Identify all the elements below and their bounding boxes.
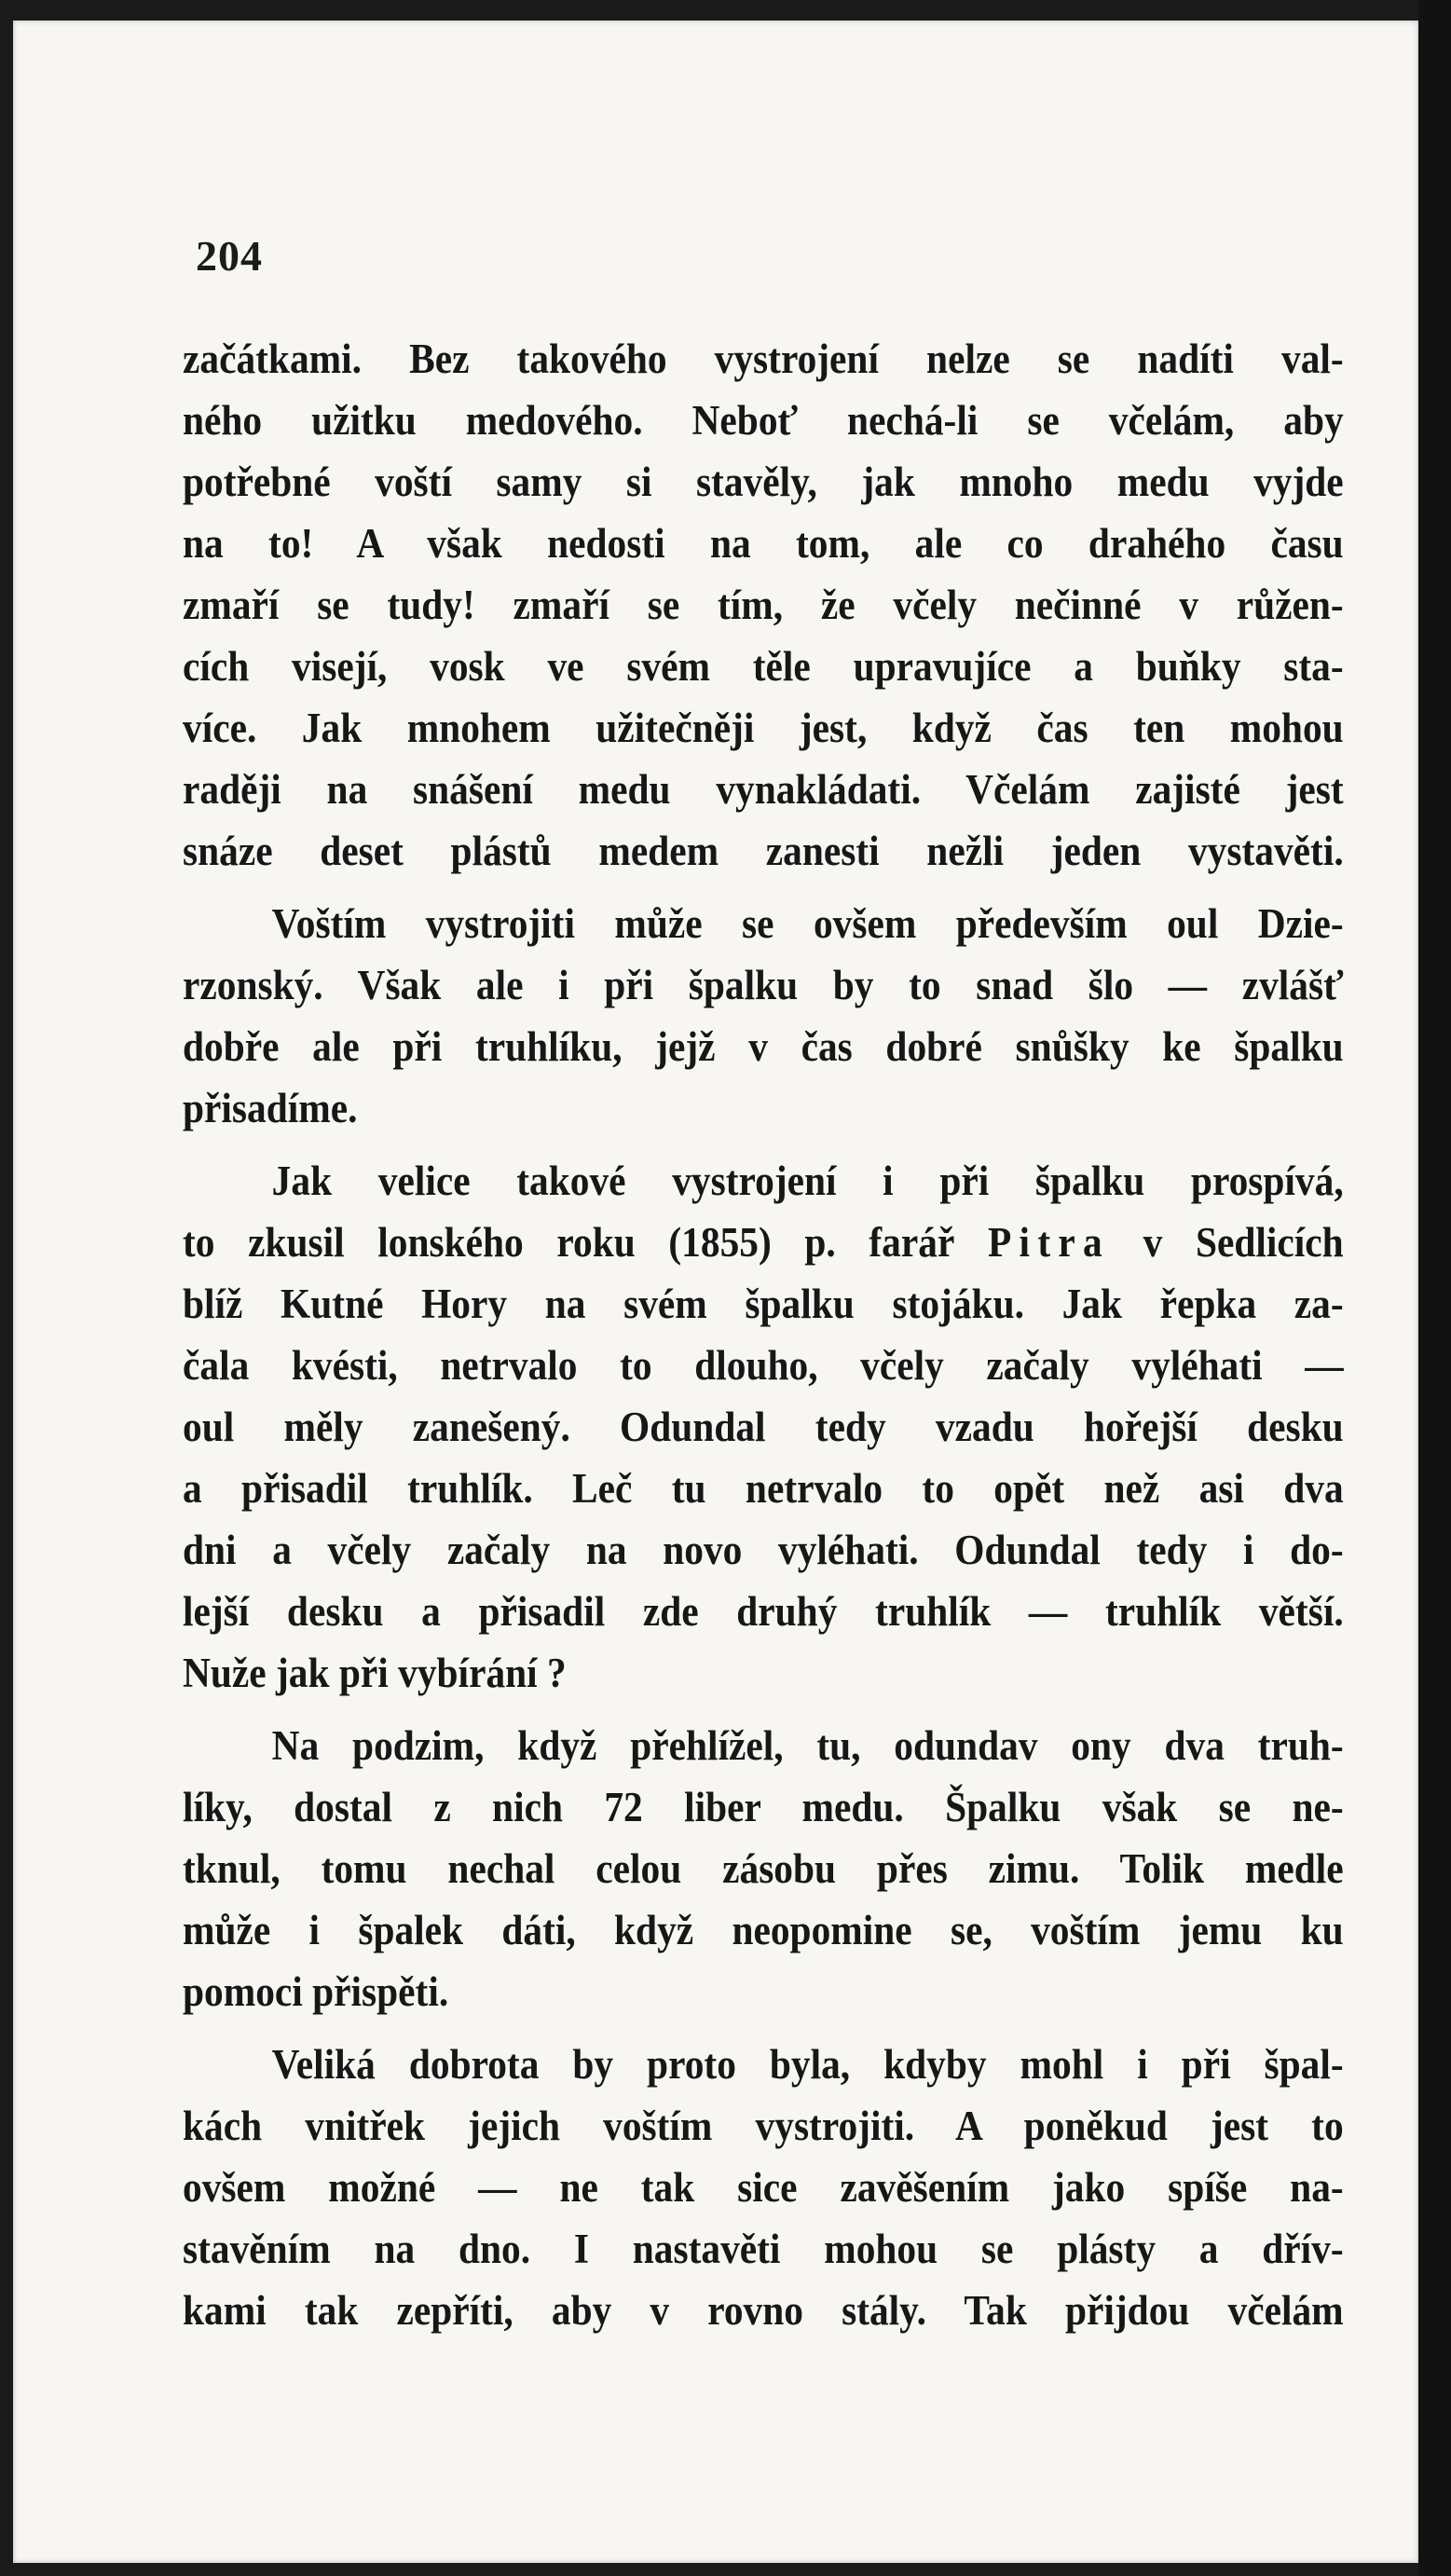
text-line: tknul, tomu nechal celou zásobu přes zimu. Tolik medle bbox=[183, 1845, 1344, 1892]
person-name: Pitra bbox=[987, 1219, 1111, 1266]
text-line: více. Jak mnohem užitečněji jest, když čas ten mohou bbox=[183, 705, 1344, 751]
text-line: a přisadil truhlík. Leč tu netrvalo to opět než asi dva bbox=[183, 1465, 1344, 1512]
text-line: čala kvésti, netrvalo to dlouho, včely začaly vyléhati — bbox=[183, 1342, 1344, 1389]
body-text bbox=[183, 328, 1344, 2352]
text-line: potřebné voští samy si stavěly, jak mnoho medu vyjde bbox=[183, 459, 1344, 505]
text-line: začátkami. Bez takového vystrojení nelze se nadíti val- bbox=[183, 336, 1344, 382]
text-line: snáze deset plástů medem zanesti nežli jeden vystavěti. bbox=[183, 828, 1344, 874]
text-line: ovšem možné — ne tak sice zavěšením jako spíše na- bbox=[183, 2164, 1344, 2211]
scan-border bbox=[1418, 0, 1451, 2576]
text-line: Na podzim, když přehlížel, tu, odundav ony dva truh- bbox=[271, 1722, 1344, 1769]
paragraph-3 bbox=[183, 1150, 1344, 1704]
text-line: líky, dostal z nich 72 liber medu. Špalku však se ne- bbox=[183, 1784, 1344, 1830]
text-line: raději na snášení medu vynakládati. Včelám zajisté jest bbox=[183, 766, 1344, 813]
text-line: stavěním na dno. I nastavěti mohou se plásty a dřív- bbox=[183, 2226, 1344, 2272]
text-line: lejší desku a přisadil zde druhý truhlík — truhlík větší. bbox=[183, 1588, 1344, 1635]
text-line: cích visejí, vosk ve svém těle upravujíce a buňky sta- bbox=[183, 643, 1344, 690]
text-line-with-name bbox=[183, 1212, 1344, 1273]
text-line: dobře ale při truhlíku, jejž v čas dobré snůšky ke špalku bbox=[183, 1023, 1344, 1070]
text-line: na to! A však nedosti na tom, ale co drahého času bbox=[183, 520, 1344, 567]
text-line: zmaří se tudy! zmaří se tím, že včely nečinné v růžen- bbox=[183, 582, 1344, 628]
text-line: Voštím vystrojiti může se ovšem především oul Dzie- bbox=[271, 900, 1344, 947]
text-line: přisadíme. bbox=[183, 1085, 358, 1131]
page-number: 204 bbox=[196, 232, 263, 280]
text-line-tail: v Sedlicích bbox=[1143, 1219, 1344, 1266]
text-line: pomoci přispěti. bbox=[183, 1968, 449, 2015]
text-line: Jak velice takové vystrojení i při špalku prospívá, bbox=[271, 1158, 1344, 1204]
paragraph-2 bbox=[183, 893, 1344, 1139]
text-line: blíž Kutné Hory na svém špalku stojáku. Jak řepka za- bbox=[183, 1281, 1344, 1327]
text-line: oul měly zanešený. Odundal tedy vzadu hořejší desku bbox=[183, 1404, 1344, 1450]
text-line: Nuže jak při vybírání ? bbox=[183, 1650, 567, 1696]
text-line: může i špalek dáti, když neopomine se, voštím jemu ku bbox=[183, 1907, 1344, 1953]
text-line-head: to zkusil lonského roku (1855) p. farář bbox=[183, 1219, 955, 1266]
paragraph-1 bbox=[183, 328, 1344, 882]
text-line: kami tak zepříti, aby v rovno stály. Tak přijdou včelám bbox=[183, 2287, 1344, 2334]
text-line: Veliká dobrota by proto byla, kdyby mohl i při špal- bbox=[271, 2041, 1344, 2088]
book-page bbox=[13, 21, 1418, 2563]
text-line: dni a včely začaly na novo vyléhati. Odundal tedy i do- bbox=[183, 1527, 1344, 1573]
paragraph-4 bbox=[183, 1715, 1344, 2022]
paragraph-5 bbox=[183, 2034, 1344, 2341]
text-line: rzonský. Však ale i při špalku by to snad šlo — zvlášť bbox=[183, 962, 1344, 1008]
text-line: kách vnitřek jejich voštím vystrojiti. A poněkud jest to bbox=[183, 2103, 1344, 2149]
text-line: ného užitku medového. Neboť nechá-li se včelám, aby bbox=[183, 397, 1344, 444]
